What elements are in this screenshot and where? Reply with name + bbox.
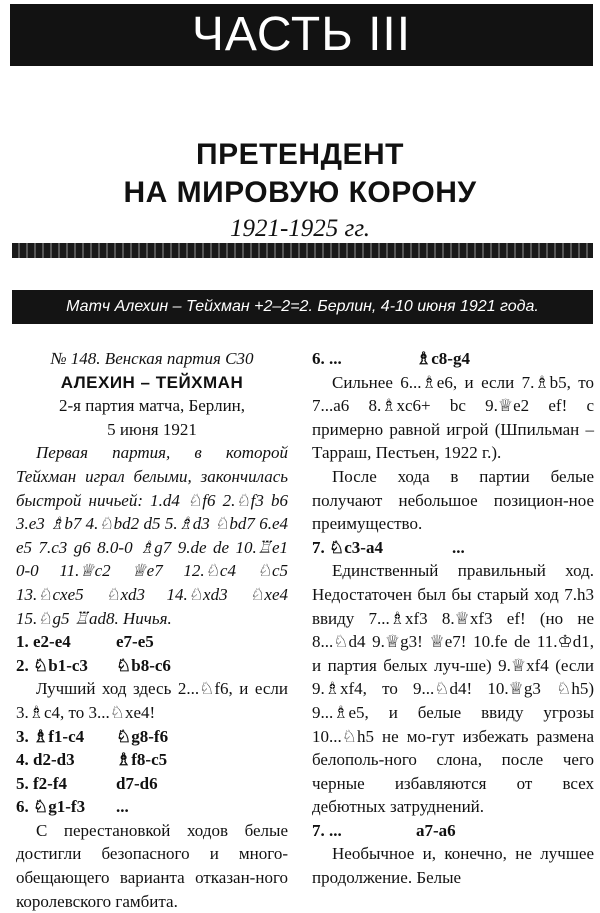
move-black: d7-d6 [116, 773, 158, 793]
move-white: 5. f2-f4 [16, 773, 67, 793]
move-white: 1. e2-e4 [16, 632, 71, 652]
move-white: 6. ♘g1-f3 [16, 797, 86, 817]
move-white: 6. ... [312, 349, 342, 368]
players-heading: АЛЕХИН – ТЕЙХМАН [60, 372, 244, 392]
move-row [16, 772, 288, 796]
move-black: ... [452, 537, 465, 557]
move-black: e7-e5 [116, 632, 154, 652]
part-title-banner [10, 4, 593, 66]
move-row [312, 536, 594, 560]
move-black: ♘g8-f6 [116, 726, 169, 746]
move-row [16, 725, 288, 749]
comment-paragraph: Лучший ход здесь 2...♘f6, и если 3.♗c4, то 3...♘xe4! [16, 679, 288, 722]
move-row [16, 748, 288, 772]
move-black: ♗f8-c5 [116, 750, 168, 770]
chapter-years: 1921-1925 гг. [229, 215, 370, 242]
move-white: 2. ♘b1-c3 [16, 655, 88, 675]
move-black: ... [116, 797, 129, 817]
move-black: ♘b8-c6 [116, 655, 171, 675]
comment-paragraph: Единственный правильный ход. Недостаточен был бы старый ход 7.h3 ввиду 7...♗xf3 8.♕xf3 ef! (но не 8...♘d4 9.♕g3! ♕e7! 10.fe de 11.♔d1, и партия белых луч-ше) 9.♕xf4 (если 9.♗xf4, то 9...♘d4! 10.♕g3 ♘h5) 9...♗e5, и белые ввиду угрозы 10...♘h5 не мо-гут избежать размена белополь-ного слона, после чего черные избавляются от всех дебютных затруднений. [312, 561, 594, 817]
decorative-stripe [12, 243, 593, 258]
comment-paragraph: С перестановкой ходов белые достигли безопасного и много-обещающего варианта отказан-ного королевского гамбита. [16, 820, 288, 911]
move-row [312, 819, 594, 843]
move-white: 3. ♗f1-c4 [16, 726, 85, 746]
comment-paragraph: После хода в партии белые получают небольшое позицион-ное преимущество. [312, 466, 594, 534]
match-banner-text: Матч Алехин – Тейхман +2–2=2. Берлин, 4-10 июня 1921 года. [66, 298, 539, 315]
move-white: 7. ... [312, 820, 342, 840]
right-column [312, 347, 594, 890]
move-black: ♗c8-g4 [416, 349, 470, 368]
chapter-title-line-1: ПРЕТЕНДЕНТ [196, 138, 404, 171]
intro-paragraph: Первая партия, в которой Тейхман играл белыми, закончилась быстрой ничьей: 1.d4 ♘f6 2.♘f3 b6 3.e3 ♗b7 4.♘bd2 d5 5.♗d3 ♘bd7 6.e4 e5 7.c3 g6 8.0-0 ♗g7 9.de de 10.♖e1 0-0 11.♕c2 ♕e7 12.♘c4 ♘c5 13.♘cxe5 ♘xd3 14.♘xd3 ♘xe4 15.♘g5 ♖ad8. Ничья. [16, 443, 288, 628]
comment-paragraph: Необычное и, конечно, не лучшее продолжение. Белые [312, 844, 594, 888]
move-black: a7-a6 [416, 820, 456, 840]
move-white: 4. d2-d3 [16, 750, 75, 770]
game-number: № 148. Венская партия С30 [50, 349, 254, 368]
move-row [16, 654, 288, 678]
match-banner [12, 290, 593, 324]
move-white: 7. ♘c3-a4 [312, 537, 383, 557]
move-row [16, 630, 288, 654]
comment-paragraph: Сильнее 6...♗e6, и если 7.♗b5, то 7...a6 8.♗xc6+ bc 9.♕e2 ef! с примерно равной игрой (Шпильман – Тарраш, Пестьен, 1922 г.). [312, 372, 594, 463]
part-title: ЧАСТЬ III [191, 8, 412, 61]
move-row [312, 347, 594, 371]
move-row [16, 795, 288, 819]
game-info-2: 5 июня 1921 [107, 419, 197, 439]
chapter-title-line-2: НА МИРОВУЮ КОРОНУ [123, 176, 477, 209]
left-column [16, 347, 288, 913]
game-info-1: 2-я партия матча, Берлин, [58, 396, 246, 416]
